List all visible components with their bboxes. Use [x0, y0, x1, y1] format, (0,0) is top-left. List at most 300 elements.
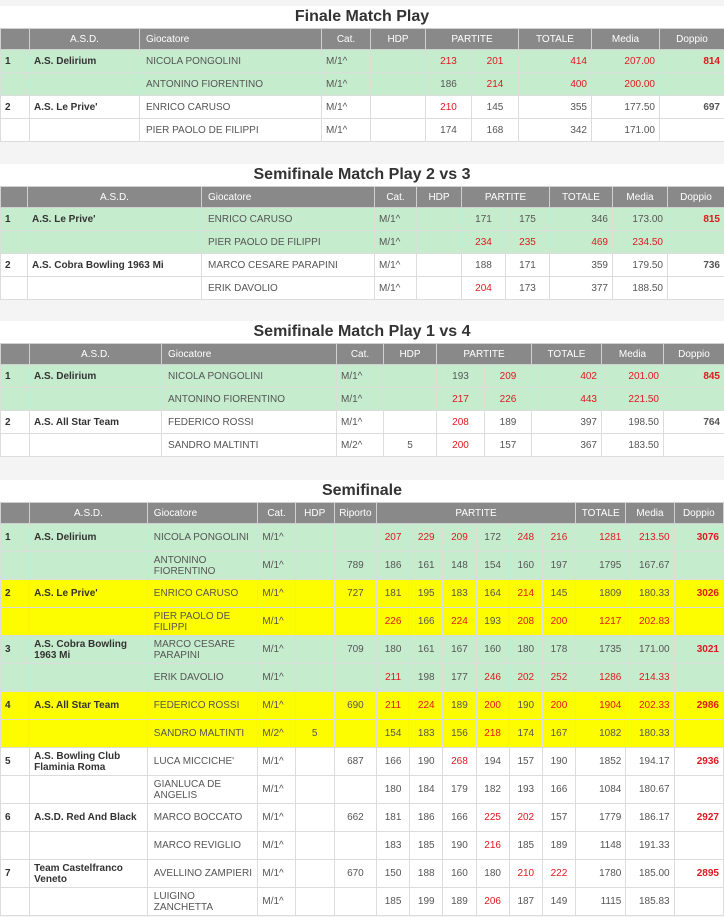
average-cell: 200.00	[592, 73, 660, 96]
category-cell: M/1^	[337, 411, 384, 434]
game-score-cell: 190	[542, 748, 575, 776]
semi23-section	[0, 164, 724, 300]
game-score-cell: 235	[506, 231, 550, 254]
average-cell: 194.17	[626, 748, 674, 776]
position-cell: 1	[1, 524, 30, 552]
doppio-cell	[664, 434, 724, 457]
riporto-cell: 670	[334, 860, 376, 888]
game-score-cell: 180	[377, 636, 410, 664]
category-cell: M/1^	[375, 208, 417, 231]
hdp-cell	[295, 552, 334, 580]
game-score-cell: 199	[410, 888, 443, 916]
header-cell: TOTALE	[532, 344, 602, 365]
game-score-cell: 202	[509, 664, 542, 692]
game-score-cell: 183	[377, 832, 410, 860]
game-score-cell: 211	[377, 664, 410, 692]
game-score-cell: 226	[377, 608, 410, 636]
game-score-cell: 209	[485, 365, 532, 388]
total-cell: 1852	[576, 748, 626, 776]
player-cell: NICOLA PONGOLINI	[162, 365, 337, 388]
category-cell: M/2^	[258, 720, 295, 748]
game-score-cell: 201	[472, 50, 519, 73]
game-score-cell: 145	[542, 580, 575, 608]
game-score-cell: 216	[542, 524, 575, 552]
game-score-cell: 175	[506, 208, 550, 231]
doppio-cell: 736	[668, 254, 724, 277]
table-row	[1, 50, 724, 73]
table-row	[1, 888, 724, 916]
hdp-cell	[384, 411, 437, 434]
header-cell: Riporto	[334, 503, 376, 524]
hdp-cell	[295, 636, 334, 664]
table-row	[1, 832, 724, 860]
average-cell: 180.67	[626, 776, 674, 804]
header-cell: Doppio	[668, 187, 724, 208]
game-score-cell: 204	[462, 277, 506, 300]
team-cell: A.S. Le Prive'	[30, 580, 148, 608]
average-cell: 179.50	[613, 254, 668, 277]
game-score-cell: 211	[377, 692, 410, 720]
category-cell: M/1^	[258, 748, 295, 776]
header-cell: A.S.D.	[28, 187, 202, 208]
player-cell: NICOLA PONGOLINI	[140, 50, 322, 73]
game-score-cell: 182	[476, 776, 509, 804]
doppio-cell: 3026	[674, 580, 723, 608]
game-score-cell: 193	[476, 608, 509, 636]
header-cell: Giocatore	[140, 29, 322, 50]
total-cell: 397	[532, 411, 602, 434]
player-cell: MARCO CESARE PARAPINI	[147, 636, 258, 664]
game-score-cell: 156	[443, 720, 476, 748]
table-row	[1, 720, 724, 748]
category-cell: M/1^	[258, 804, 295, 832]
game-score-cell: 216	[476, 832, 509, 860]
average-cell: 191.33	[626, 832, 674, 860]
riporto-cell: 662	[334, 804, 376, 832]
game-score-cell: 149	[542, 888, 575, 916]
category-cell: M/1^	[322, 96, 371, 119]
average-cell: 202.33	[626, 692, 674, 720]
player-cell: ENRICO CARUSO	[140, 96, 322, 119]
doppio-cell	[660, 119, 724, 142]
hdp-cell	[371, 96, 426, 119]
doppio-cell	[674, 776, 723, 804]
average-cell: 185.83	[626, 888, 674, 916]
finale-header-row	[1, 29, 724, 50]
game-score-cell: 209	[443, 524, 476, 552]
team-cell	[30, 608, 148, 636]
category-cell: M/1^	[258, 664, 295, 692]
average-cell: 177.50	[592, 96, 660, 119]
player-cell: PIER PAOLO DE FILIPPI	[202, 231, 375, 254]
riporto-cell	[334, 720, 376, 748]
total-cell: 1904	[576, 692, 626, 720]
hdp-cell	[295, 804, 334, 832]
category-cell: M/1^	[322, 50, 371, 73]
category-cell: M/1^	[258, 608, 295, 636]
riporto-cell: 690	[334, 692, 376, 720]
average-cell: 234.50	[613, 231, 668, 254]
game-score-cell: 177	[443, 664, 476, 692]
category-cell: M/1^	[258, 580, 295, 608]
doppio-cell: 3021	[674, 636, 723, 664]
semi14-header-row	[1, 344, 724, 365]
doppio-cell: 2927	[674, 804, 723, 832]
game-score-cell: 207	[377, 524, 410, 552]
category-cell: M/1^	[258, 636, 295, 664]
header-cell: TOTALE	[576, 503, 626, 524]
game-score-cell: 217	[437, 388, 485, 411]
game-score-cell: 190	[509, 692, 542, 720]
header-cell: HDP	[295, 503, 334, 524]
player-cell: LUCA MICCICHE'	[147, 748, 258, 776]
header-cell: Doppio	[660, 29, 724, 50]
total-cell: 1115	[576, 888, 626, 916]
game-score-cell: 161	[410, 552, 443, 580]
semifinale-title: Semifinale	[0, 480, 724, 502]
game-score-cell: 195	[410, 580, 443, 608]
hdp-cell: 5	[295, 720, 334, 748]
category-cell: M/1^	[258, 888, 295, 916]
header-cell: HDP	[384, 344, 437, 365]
team-cell: A.S. Le Prive'	[30, 96, 140, 119]
header-cell: Cat.	[258, 503, 295, 524]
doppio-cell: 2936	[674, 748, 723, 776]
finale-section	[0, 6, 724, 142]
player-cell: AVELLINO ZAMPIERI	[147, 860, 258, 888]
position-cell	[1, 552, 30, 580]
header-cell: Giocatore	[147, 503, 258, 524]
riporto-cell	[334, 524, 376, 552]
game-score-cell: 157	[485, 434, 532, 457]
table-row	[1, 388, 724, 411]
position-cell	[1, 73, 30, 96]
hdp-cell	[295, 608, 334, 636]
player-cell: MARCO REVIGLIO	[147, 832, 258, 860]
total-cell: 1286	[576, 664, 626, 692]
team-cell: A.S. Cobra Bowling 1963 Mi	[28, 254, 202, 277]
player-cell: SANDRO MALTINTI	[147, 720, 258, 748]
game-score-cell: 190	[410, 748, 443, 776]
category-cell: M/1^	[337, 388, 384, 411]
game-score-cell: 188	[410, 860, 443, 888]
total-cell: 377	[550, 277, 613, 300]
game-score-cell: 197	[542, 552, 575, 580]
category-cell: M/1^	[375, 231, 417, 254]
team-cell	[30, 832, 148, 860]
game-score-cell: 174	[426, 119, 472, 142]
table-row	[1, 277, 724, 300]
average-cell: 171.00	[626, 636, 674, 664]
header-cell	[1, 344, 30, 365]
game-score-cell: 222	[542, 860, 575, 888]
hdp-cell	[417, 277, 462, 300]
riporto-cell	[334, 664, 376, 692]
position-cell: 6	[1, 804, 30, 832]
riporto-cell	[334, 832, 376, 860]
player-cell: LUIGINO ZANCHETTA	[147, 888, 258, 916]
team-cell: A.S. Delirium	[30, 365, 162, 388]
table-row	[1, 664, 724, 692]
position-cell: 7	[1, 860, 30, 888]
total-cell: 1809	[576, 580, 626, 608]
header-cell: PARTITE	[377, 503, 576, 524]
doppio-cell	[674, 608, 723, 636]
game-score-cell: 164	[476, 580, 509, 608]
hdp-cell	[295, 692, 334, 720]
game-score-cell: 189	[485, 411, 532, 434]
game-score-cell: 202	[509, 804, 542, 832]
game-score-cell: 186	[426, 73, 472, 96]
doppio-cell: 2986	[674, 692, 723, 720]
player-cell: ANTONINO FIORENTINO	[147, 552, 258, 580]
hdp-cell	[295, 580, 334, 608]
game-score-cell: 210	[426, 96, 472, 119]
table-row	[1, 860, 724, 888]
table-row	[1, 73, 724, 96]
game-score-cell: 150	[377, 860, 410, 888]
team-cell	[30, 720, 148, 748]
game-score-cell: 188	[462, 254, 506, 277]
header-cell: Media	[626, 503, 674, 524]
semi23-table	[0, 186, 724, 300]
table-row	[1, 254, 724, 277]
game-score-cell: 171	[506, 254, 550, 277]
position-cell	[1, 608, 30, 636]
team-cell: A.S. Delirium	[30, 50, 140, 73]
total-cell: 1217	[576, 608, 626, 636]
player-cell: FEDERICO ROSSI	[162, 411, 337, 434]
game-score-cell: 186	[377, 552, 410, 580]
average-cell: 188.50	[613, 277, 668, 300]
team-cell: A.S. All Star Team	[30, 692, 148, 720]
player-cell: SANDRO MALTINTI	[162, 434, 337, 457]
game-score-cell: 224	[443, 608, 476, 636]
game-score-cell: 198	[410, 664, 443, 692]
total-cell: 1281	[576, 524, 626, 552]
game-score-cell: 218	[476, 720, 509, 748]
finale-table	[0, 28, 724, 142]
total-cell: 355	[519, 96, 592, 119]
team-cell	[30, 388, 162, 411]
riporto-cell: 789	[334, 552, 376, 580]
position-cell	[1, 720, 30, 748]
table-row	[1, 692, 724, 720]
game-score-cell: 224	[410, 692, 443, 720]
header-cell: Cat.	[322, 29, 371, 50]
hdp-cell	[371, 73, 426, 96]
game-score-cell: 214	[509, 580, 542, 608]
doppio-cell	[668, 231, 724, 254]
category-cell: M/1^	[258, 552, 295, 580]
position-cell: 2	[1, 96, 30, 119]
game-score-cell: 226	[485, 388, 532, 411]
header-cell: PARTITE	[462, 187, 550, 208]
doppio-cell	[674, 832, 723, 860]
header-cell: Doppio	[664, 344, 724, 365]
player-cell: MARCO CESARE PARAPINI	[202, 254, 375, 277]
header-cell: Giocatore	[202, 187, 375, 208]
game-score-cell: 184	[410, 776, 443, 804]
table-row	[1, 580, 724, 608]
table-row	[1, 119, 724, 142]
total-cell: 414	[519, 50, 592, 73]
average-cell: 214.33	[626, 664, 674, 692]
category-cell: M/1^	[258, 692, 295, 720]
player-cell: PIER PAOLO DE FILIPPI	[147, 608, 258, 636]
table-row	[1, 552, 724, 580]
average-cell: 207.00	[592, 50, 660, 73]
team-cell: A.S. Le Prive'	[28, 208, 202, 231]
average-cell: 180.33	[626, 580, 674, 608]
position-cell: 2	[1, 254, 28, 277]
table-row	[1, 804, 724, 832]
game-score-cell: 180	[377, 776, 410, 804]
header-cell: Giocatore	[162, 344, 337, 365]
player-cell: MARCO BOCCATO	[147, 804, 258, 832]
hdp-cell	[295, 748, 334, 776]
position-cell	[1, 832, 30, 860]
game-score-cell: 154	[476, 552, 509, 580]
category-cell: M/1^	[322, 119, 371, 142]
position-cell: 1	[1, 365, 30, 388]
team-cell	[30, 552, 148, 580]
game-score-cell: 186	[410, 804, 443, 832]
game-score-cell: 246	[476, 664, 509, 692]
game-score-cell: 193	[437, 365, 485, 388]
average-cell: 202.83	[626, 608, 674, 636]
team-cell	[28, 277, 202, 300]
table-row	[1, 636, 724, 664]
category-cell: M/2^	[337, 434, 384, 457]
average-cell: 198.50	[602, 411, 664, 434]
total-cell: 1780	[576, 860, 626, 888]
game-score-cell: 168	[472, 119, 519, 142]
team-cell: Team Castelfranco Veneto	[30, 860, 148, 888]
game-score-cell: 208	[509, 608, 542, 636]
total-cell: 367	[532, 434, 602, 457]
doppio-cell: 764	[664, 411, 724, 434]
doppio-cell: 845	[664, 365, 724, 388]
average-cell: 201.00	[602, 365, 664, 388]
game-score-cell: 185	[410, 832, 443, 860]
game-score-cell: 185	[377, 888, 410, 916]
game-score-cell: 166	[443, 804, 476, 832]
team-cell: A.S. Cobra Bowling 1963 Mi	[30, 636, 148, 664]
player-cell: ERIK DAVOLIO	[147, 664, 258, 692]
hdp-cell	[295, 860, 334, 888]
header-cell: Cat.	[375, 187, 417, 208]
game-score-cell: 173	[506, 277, 550, 300]
riporto-cell: 709	[334, 636, 376, 664]
average-cell: 173.00	[613, 208, 668, 231]
game-score-cell: 160	[509, 552, 542, 580]
player-cell: FEDERICO ROSSI	[147, 692, 258, 720]
position-cell: 2	[1, 411, 30, 434]
position-cell: 3	[1, 636, 30, 664]
total-cell: 1735	[576, 636, 626, 664]
total-cell: 469	[550, 231, 613, 254]
total-cell: 1795	[576, 552, 626, 580]
game-score-cell: 145	[472, 96, 519, 119]
game-score-cell: 193	[509, 776, 542, 804]
riporto-cell	[334, 776, 376, 804]
team-cell	[30, 776, 148, 804]
game-score-cell: 181	[377, 804, 410, 832]
semi14-title: Semifinale Match Play 1 vs 4	[0, 321, 724, 343]
doppio-cell	[660, 73, 724, 96]
game-score-cell: 234	[462, 231, 506, 254]
header-cell: A.S.D.	[30, 503, 148, 524]
hdp-cell	[295, 664, 334, 692]
position-cell	[1, 776, 30, 804]
header-cell: TOTALE	[519, 29, 592, 50]
position-cell	[1, 664, 30, 692]
game-score-cell: 189	[542, 832, 575, 860]
team-cell: A.S. Bowling Club Flaminia Roma	[30, 748, 148, 776]
hdp-cell	[295, 832, 334, 860]
doppio-cell: 815	[668, 208, 724, 231]
player-cell: ERIK DAVOLIO	[202, 277, 375, 300]
position-cell: 4	[1, 692, 30, 720]
semi23-header-row	[1, 187, 724, 208]
category-cell: M/1^	[337, 365, 384, 388]
total-cell: 1082	[576, 720, 626, 748]
riporto-cell	[334, 888, 376, 916]
position-cell	[1, 231, 28, 254]
doppio-cell	[664, 388, 724, 411]
game-score-cell: 167	[542, 720, 575, 748]
category-cell: M/1^	[322, 73, 371, 96]
hdp-cell	[384, 365, 437, 388]
average-cell: 180.33	[626, 720, 674, 748]
player-cell: ENRICO CARUSO	[147, 580, 258, 608]
position-cell	[1, 277, 28, 300]
semi14-table	[0, 343, 724, 457]
team-cell: A.S. All Star Team	[30, 411, 162, 434]
game-score-cell: 180	[476, 860, 509, 888]
average-cell: 221.50	[602, 388, 664, 411]
position-cell	[1, 434, 30, 457]
header-cell: HDP	[371, 29, 426, 50]
player-cell: ENRICO CARUSO	[202, 208, 375, 231]
category-cell: M/1^	[258, 832, 295, 860]
total-cell: 359	[550, 254, 613, 277]
player-cell: ANTONINO FIORENTINO	[140, 73, 322, 96]
doppio-cell: 814	[660, 50, 724, 73]
team-cell: A.S.D. Red And Black	[30, 804, 148, 832]
table-row	[1, 524, 724, 552]
table-row	[1, 96, 724, 119]
game-score-cell: 187	[509, 888, 542, 916]
header-cell	[1, 503, 30, 524]
game-score-cell: 166	[542, 776, 575, 804]
doppio-cell: 3076	[674, 524, 723, 552]
game-score-cell: 248	[509, 524, 542, 552]
game-score-cell: 179	[443, 776, 476, 804]
player-cell: NICOLA PONGOLINI	[147, 524, 258, 552]
hdp-cell	[295, 776, 334, 804]
game-score-cell: 180	[509, 636, 542, 664]
total-cell: 342	[519, 119, 592, 142]
riporto-cell	[334, 608, 376, 636]
team-cell: A.S. Delirium	[30, 524, 148, 552]
hdp-cell	[384, 388, 437, 411]
game-score-cell: 185	[509, 832, 542, 860]
position-cell: 2	[1, 580, 30, 608]
game-score-cell: 178	[542, 636, 575, 664]
game-score-cell: 183	[410, 720, 443, 748]
